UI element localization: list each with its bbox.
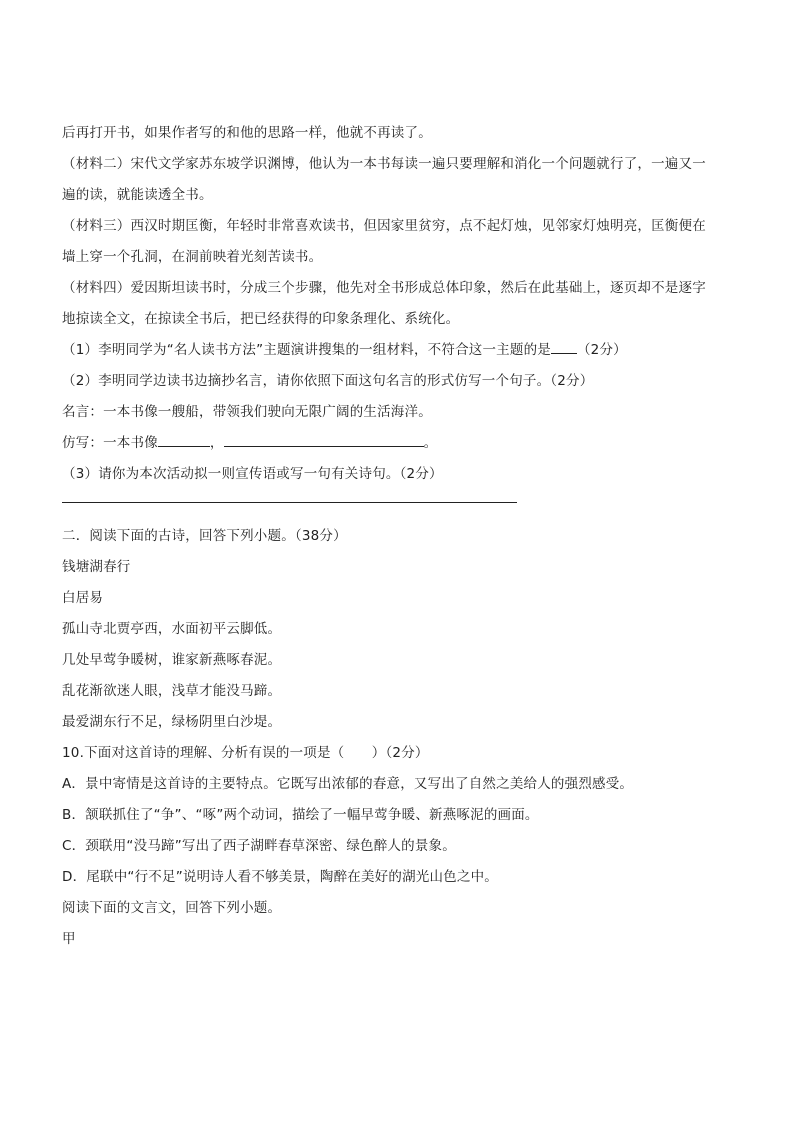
question-1-answer-blank[interactable]: [551, 341, 577, 354]
option-b[interactable]: B．颔联抓住了“争”、“啄”两个动词，描绘了一幅早莺争暖、新燕啄泥的画面。: [62, 807, 539, 823]
question-1-score: （2分）: [576, 342, 627, 358]
question-1-text: （1）李明同学为“名人读书方法”主题演讲搜集的一组材料，不符合这一主题的是: [62, 342, 551, 358]
imitation-line: [62, 428, 734, 459]
poem-author: 白居易: [62, 590, 104, 606]
option-d[interactable]: D．尾联中“行不足”说明诗人看不够美景，陶醉在美好的湖光山色之中。: [62, 869, 498, 885]
famous-quote: 名言：一本书像一艘船，带领我们驶向无限广阔的生活海洋。: [62, 404, 432, 420]
material-three-line-1: （材料三）西汉时期匡衡，年轻时非常喜欢读书，但因家里贫穷，点不起灯烛，见邻家灯烛明亮，匡衡便在: [62, 218, 706, 234]
material-three-line-2: 墙上穿一个孔洞，在洞前映着光刻苦读书。: [62, 249, 323, 265]
classical-reading-instruction: 阅读下面的文言文，回答下列小题。: [62, 900, 282, 916]
question-2: （2）李明同学边读书边摘抄名言，请你依照下面这句名言的形式仿写一个句子。（2分）: [62, 373, 594, 389]
question-1: [62, 335, 734, 366]
imitation-blank-2[interactable]: [224, 434, 424, 447]
imitation-blank-1[interactable]: [158, 434, 210, 447]
option-c[interactable]: C．颈联用“没马蹄”写出了西子湖畔春草深密、绿色醉人的景象。: [62, 838, 456, 854]
poem-line-4: 最爱湖东行不足，绿杨阴里白沙堤。: [62, 714, 282, 730]
material-two-line-1: （材料二）宋代文学家苏东坡学识渊博，他认为一本书每读一遍只要理解和消化一个问题就行了，一遍又一: [62, 156, 706, 172]
question-3-answer-line[interactable]: [62, 490, 734, 521]
poem-title: 钱塘湖春行: [62, 559, 131, 575]
material-four-line-2: 地掠读全文，在掠读全书后，把已经获得的印象条理化、系统化。: [62, 311, 460, 327]
imitation-end: 。: [423, 435, 438, 451]
material-four-line-1: （材料四）爱因斯坦读书时，分成三个步骤，他先对全书形成总体印象，然后在此基础上，逐页却不是逐字: [62, 280, 706, 296]
passage-jia-label: 甲: [62, 931, 76, 947]
poem-line-2: 几处早莺争暖树，谁家新燕啄春泥。: [62, 652, 282, 668]
question-3: （3）请你为本次活动拟一则宣传语或写一句有关诗句。（2分）: [62, 466, 443, 482]
imitation-comma: ，: [209, 435, 224, 451]
material-two-line-2: 遍的读，就能读透全书。: [62, 187, 213, 203]
question-10: 10.下面对这首诗的理解、分析有误的一项是（ ）（2分）: [62, 745, 429, 761]
poem-line-3: 乱花渐欲迷人眼，浅草才能没马蹄。: [62, 683, 282, 699]
answer-rule: [62, 502, 517, 503]
section-two-heading: 二．阅读下面的古诗，回答下列小题。（38分）: [62, 528, 347, 544]
material-one-tail: 后再打开书，如果作者写的和他的思路一样，他就不再读了。: [62, 125, 432, 141]
poem-line-1: 孤山寺北贾亭西，水面初平云脚低。: [62, 621, 282, 637]
option-a[interactable]: A．景中寄情是这首诗的主要特点。它既写出浓郁的春意，又写出了自然之美给人的强烈感受。: [62, 776, 634, 792]
document-page: [62, 118, 734, 955]
imitation-prefix: 仿写：一本书像: [62, 435, 158, 451]
